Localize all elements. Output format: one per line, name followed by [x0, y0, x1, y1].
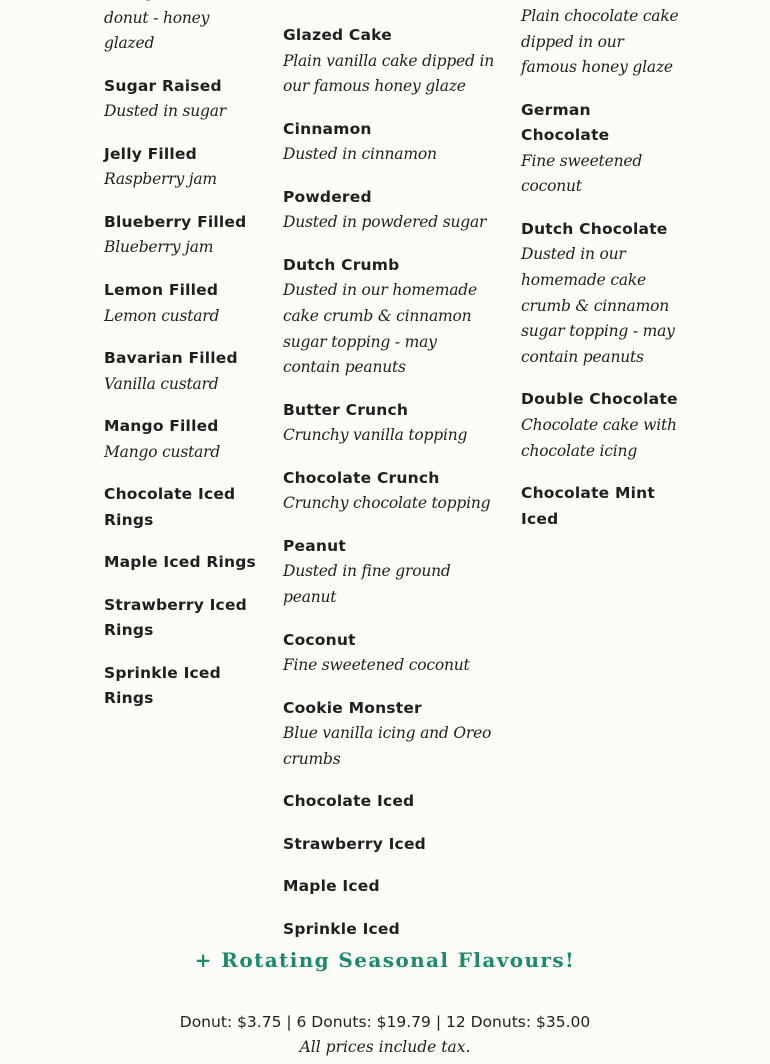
menu-item-name: Dutch Crumb [283, 255, 400, 274]
menu-item [283, 253, 498, 381]
menu-item-name: Lemon Filled [104, 281, 219, 300]
menu-item-description: Plain vanilla cake dipped in our famous honey glaze [283, 51, 495, 96]
menu-column-yeast [104, 0, 264, 729]
menu-item-name: Strawberry Iced Rings [104, 595, 247, 640]
menu-column-cake [283, 23, 498, 959]
menu-item-name: Double Chocolate [521, 390, 678, 409]
menu-item-description: Crunchy chocolate topping [283, 494, 491, 513]
menu-item [104, 278, 264, 329]
menu-item-name: Peanut [283, 536, 347, 555]
menu-item [104, 482, 264, 533]
menu-item [104, 346, 264, 397]
menu-item-description: donut - honey glazed [104, 8, 210, 53]
menu-item [283, 917, 498, 943]
menu-item [283, 789, 498, 815]
menu-item [104, 593, 264, 644]
menu-item-name: Bavarian Filled [104, 349, 238, 368]
menu-item-description: Mango custard [104, 442, 221, 461]
menu-item-name: Chocolate Iced Rings [104, 485, 236, 529]
menu-item [283, 832, 498, 858]
menu-item-description: Chocolate cake with chocolate icing [521, 415, 677, 460]
menu-item-name: Glazed Cake [283, 26, 392, 44]
menu-item-description: Fine sweetened coconut [521, 151, 643, 196]
menu-item [104, 414, 264, 465]
menu-item-name: Cinnamon [283, 119, 372, 138]
menu-item [283, 185, 498, 236]
menu-item-description: Raspberry jam [104, 170, 217, 189]
menu-item-description: Vanilla custard [104, 374, 219, 393]
menu-item [521, 387, 681, 464]
menu-item-name: Dutch Chocolate [521, 219, 668, 238]
menu-item-name: Maple Iced Rings [104, 553, 256, 572]
menu-item [283, 696, 498, 773]
menu-item-description: Blueberry jam [104, 238, 214, 257]
menu-item [521, 4, 681, 81]
menu-item [104, 0, 264, 57]
menu-item-name: Mango Filled [104, 417, 219, 436]
menu-item [521, 217, 681, 370]
menu-item-name: Sprinkle Iced [283, 919, 400, 938]
menu-item [283, 466, 498, 517]
menu-item-name: Strawberry Iced [283, 834, 426, 853]
menu-item-name: Coconut [283, 630, 356, 649]
seasonal-flavours-heading: + Rotating Seasonal Flavours! [194, 948, 576, 972]
menu-item [521, 98, 681, 200]
menu-item [104, 74, 264, 125]
menu-item-description: Plain chocolate cake dipped in our famous honey glaze [521, 7, 679, 77]
menu-item [283, 398, 498, 449]
menu-item-description: Fine sweetened coconut [283, 656, 470, 675]
menu-item-name: Powdered [283, 187, 372, 206]
menu-item-description: Dusted in our homemade cake crumb & cinnamon sugar topping - may contain peanuts [521, 245, 675, 366]
menu-item-description: Lemon custard [104, 306, 220, 325]
menu-item-name: Chocolate Mint Iced [521, 484, 655, 528]
menu-item [104, 550, 264, 576]
menu-item-name: Cookie Monster [283, 698, 422, 717]
menu-column-chocolate [521, 4, 681, 549]
menu-item-description: Dusted in fine ground peanut [283, 562, 451, 607]
menu-item-description: Dusted in our homemade cake crumb & cinnamon sugar topping - may contain peanuts [283, 281, 477, 377]
menu-item-description: Dusted in sugar [104, 102, 226, 121]
menu-item [283, 628, 498, 679]
menu-item [283, 117, 498, 168]
menu-item [104, 142, 264, 193]
menu-item-name: Chocolate Crunch [283, 468, 440, 487]
menu-item-description: Dusted in cinnamon [283, 145, 437, 164]
menu-item-description: Crunchy vanilla topping [283, 426, 468, 445]
price-list: Donut: $3.75 | 6 Donuts: $19.79 | 12 Donuts: $35.00 [179, 1013, 591, 1031]
menu-item-name: Jelly Filled [104, 144, 197, 163]
menu-item-name: Butter Crunch [283, 400, 409, 419]
menu-item [283, 534, 498, 611]
menu-item-name: Maple Iced [283, 877, 380, 896]
menu-item-description: Dusted in powdered sugar [283, 213, 487, 232]
menu-item [283, 874, 498, 900]
menu-item-name: Sugar Raised [104, 76, 222, 95]
menu-item [104, 210, 264, 261]
menu-item [283, 23, 498, 100]
menu-item-name: Blueberry Filled [104, 212, 247, 231]
menu-item-name: German Chocolate [521, 100, 610, 145]
menu-item [521, 481, 681, 532]
menu-item [104, 661, 264, 712]
tax-note: All prices include tax. [299, 1038, 471, 1056]
menu-item-description: Blue vanilla icing and Oreo crumbs [283, 724, 492, 768]
menu-item-name: Sprinkle Iced Rings [104, 663, 221, 708]
menu-item-name: Chocolate Iced [283, 792, 415, 811]
